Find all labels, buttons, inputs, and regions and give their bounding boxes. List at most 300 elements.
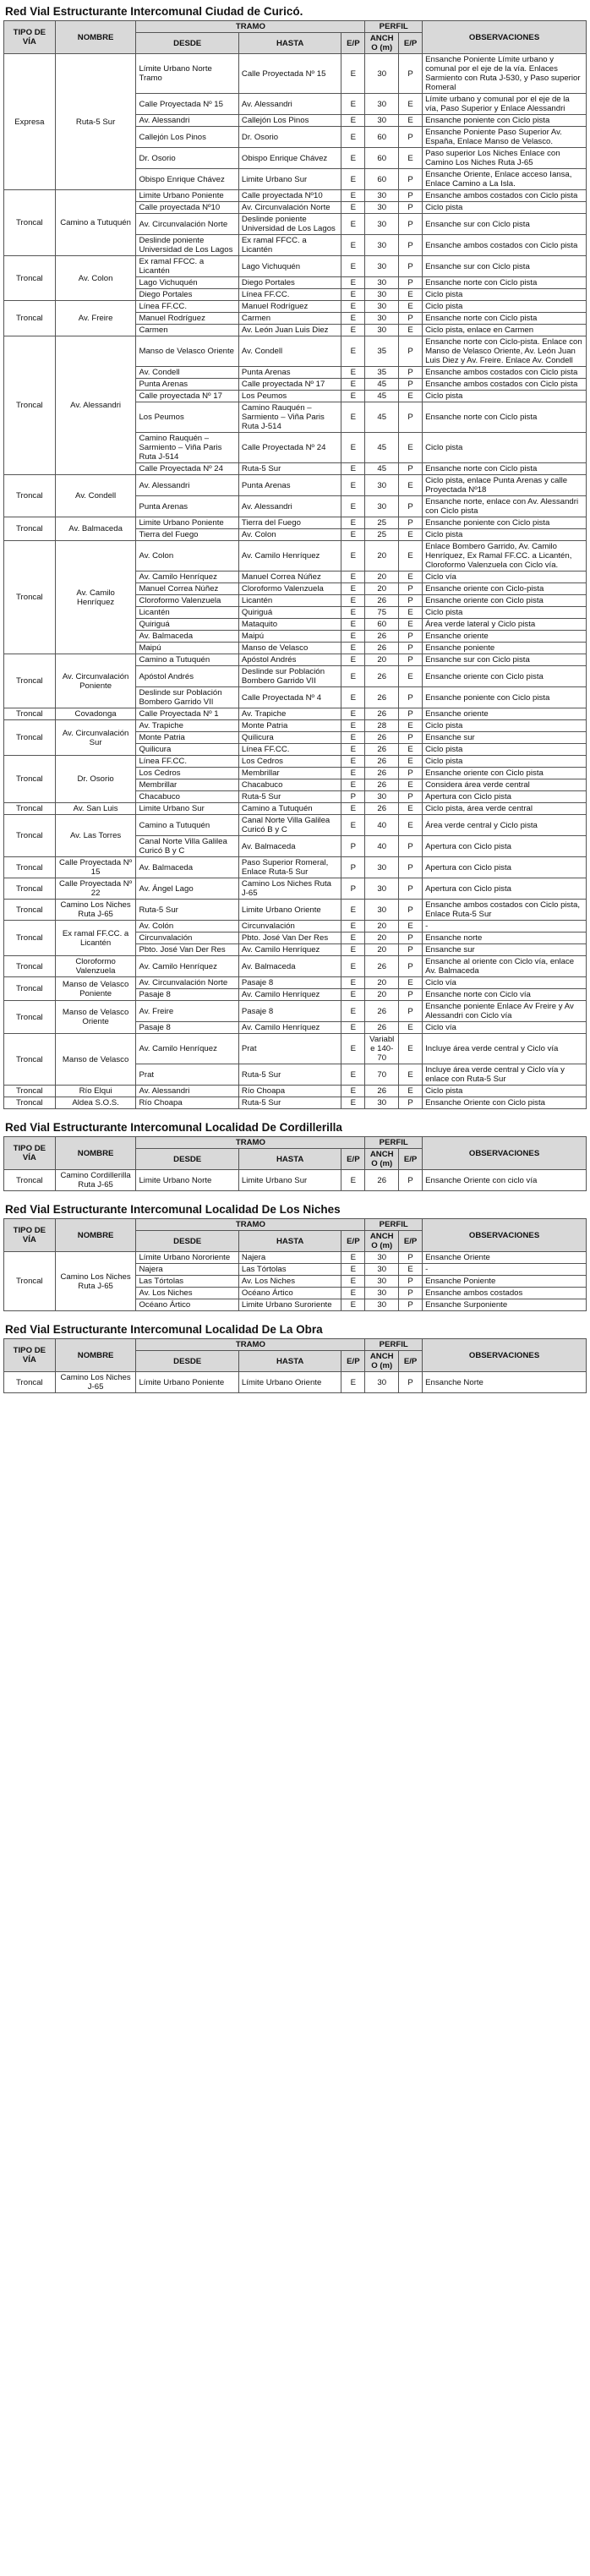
profile-width: 45 [365,379,399,391]
profile-ep: E [399,572,423,583]
profile-width: 26 [365,1022,399,1034]
profile-ep: P [399,631,423,643]
profile-ep: P [399,643,423,654]
segment-to: Obispo Enrique Chávez [238,148,341,169]
observations: Ensanche norte con Ciclo vía [423,989,587,1001]
observations: Ciclo pista, área verde central [423,803,587,815]
segment-from: Calle Proyectada Nº 24 [136,463,238,475]
observations: Apertura con Ciclo pista [423,857,587,878]
segment-to: Av. Alessandri [238,496,341,517]
observations: Ensanche Oriente [423,1252,587,1264]
profile-ep: E [399,148,423,169]
segment-from: Río Choapa [136,1097,238,1109]
profile-ep: E [399,94,423,115]
profile-width: 30 [365,256,399,277]
road-name: Camino Los Niches J-65 [55,1372,136,1393]
header-ancho: ANCHO (m) [365,1231,399,1252]
segment-from: Diego Portales [136,289,238,301]
segment-ep: E [341,619,365,631]
profile-ep: E [399,1086,423,1097]
profile-width: 30 [365,900,399,921]
segment-ep: E [341,115,365,127]
segment-from: Calle proyectada Nº10 [136,202,238,214]
profile-ep: E [399,779,423,791]
header-tipo: TIPO DE VÍA [4,1137,56,1170]
profile-ep: P [399,235,423,256]
header-tramo: TRAMO [136,1339,365,1351]
segment-from: Carmen [136,325,238,336]
segment-from: Limite Urbano Sur [136,803,238,815]
segment-from: Av. Colon [136,541,238,572]
table-row [4,190,587,202]
profile-ep: P [399,496,423,517]
segment-from: Deslinde poniente Universidad de Los Lagos [136,235,238,256]
segment-from: Océano Ártico [136,1299,238,1311]
segment-to: Ruta-5 Sur [238,1064,341,1086]
observations: Ciclo pista [423,720,587,732]
profile-ep: P [399,857,423,878]
observations: Ciclo vía [423,977,587,989]
segment-ep: E [341,708,365,720]
profile-ep: P [399,595,423,607]
observations: Ensanche poniente [423,643,587,654]
profile-width: 60 [365,169,399,190]
segment-to: Av. Circunvalación Norte [238,202,341,214]
profile-ep: P [399,989,423,1001]
segment-ep: E [341,732,365,744]
profile-width: 70 [365,1064,399,1086]
section-title: Red Vial Estructurante Intercomunal Localidad De La Obra [5,1323,323,1336]
profile-width: 60 [365,619,399,631]
observations: Ensanche oriente con Ciclo-pista [423,583,587,595]
segment-ep: E [341,235,365,256]
road-name: Camino Los Niches Ruta J-65 [55,900,136,921]
profile-width: 30 [365,1288,399,1299]
segment-ep: P [341,836,365,857]
table-row [4,517,587,529]
profile-width: 30 [365,94,399,115]
segment-from: Camino a Tutuquén [136,654,238,666]
profile-width: 30 [365,301,399,313]
segment-from: Las Tórtolas [136,1276,238,1288]
road-type: Troncal [4,977,56,1001]
segment-from: Límite Urbano Nororiente [136,1252,238,1264]
segment-from: Pasaje 8 [136,989,238,1001]
header-tipo: TIPO DE VÍA [4,1219,56,1252]
segment-to: Maipú [238,631,341,643]
profile-ep: E [399,1034,423,1064]
section-title: Red Vial Estructurante Intercomunal Localidad De Cordillerilla [5,1121,342,1134]
profile-ep: P [399,791,423,803]
table-row [4,256,587,277]
profile-ep: P [399,732,423,744]
observations: Ensanche ambos costados con Ciclo pista [423,367,587,379]
profile-width: 60 [365,127,399,148]
header-hasta: HASTA [238,33,341,54]
profile-ep: P [399,1097,423,1109]
table-row [4,878,587,900]
table-row [4,803,587,815]
document [3,0,587,1410]
segment-from: Tierra del Fuego [136,529,238,541]
segment-ep: E [341,214,365,235]
profile-ep: P [399,836,423,857]
road-name: Cloroformo Valenzuela [55,956,136,977]
profile-width: 30 [365,857,399,878]
profile-width: 35 [365,367,399,379]
profile-width: 30 [365,791,399,803]
table-row [4,815,587,836]
segment-ep: E [341,654,365,666]
profile-width: 45 [365,433,399,463]
observations: Ensanche Surponiente [423,1299,587,1311]
segment-ep: E [341,607,365,619]
segment-ep: E [341,1252,365,1264]
observations: Ensanche ambos costados con Ciclo pista, Enlace Ruta-5 Sur [423,900,587,921]
observations: Ciclo pista [423,202,587,214]
profile-width: 26 [365,744,399,756]
road-type: Troncal [4,1170,56,1191]
road-name: Av. Colon [55,256,136,301]
road-name: Ex ramal FF.CC. a Licantén [55,921,136,956]
segment-to: Punta Arenas [238,475,341,496]
profile-ep: P [399,1372,423,1393]
segment-ep: E [341,94,365,115]
road-type: Troncal [4,900,56,921]
segment-ep: E [341,583,365,595]
profile-ep: E [399,1064,423,1086]
segment-from: Av. Los Niches [136,1288,238,1299]
header-ep: E/P [399,33,423,54]
road-name: Av. Condell [55,475,136,517]
segment-to: Callejón Los Pinos [238,115,341,127]
segment-to: Av. Colon [238,529,341,541]
road-type: Troncal [4,1001,56,1034]
road-type: Expresa [4,54,56,190]
road-type: Troncal [4,803,56,815]
road-name: Aldea S.O.S. [55,1097,136,1109]
profile-ep: E [399,1022,423,1034]
observations: Ensanche norte con Ciclo pista [423,402,587,433]
segment-to: Océano Ártico [238,1288,341,1299]
profile-ep: P [399,956,423,977]
observations: Ensanche ambos costados con Ciclo pista [423,379,587,391]
segment-from: Límite Urbano Norte Tramo [136,54,238,94]
road-type: Troncal [4,857,56,878]
profile-width: 30 [365,115,399,127]
header-hasta: HASTA [238,1351,341,1372]
segment-to: Deslinde poniente Universidad de Los Lagos [238,214,341,235]
segment-from: Línea FF.CC. [136,756,238,768]
observations: Ensanche Poniente [423,1276,587,1288]
header-nombre: NOMBRE [55,1137,136,1170]
segment-from: Callejón Los Pinos [136,127,238,148]
profile-width: 30 [365,496,399,517]
table-row [4,1001,587,1022]
observations: Ciclo pista [423,607,587,619]
segment-from: Manso de Velasco Oriente [136,336,238,367]
road-type: Troncal [4,1034,56,1086]
profile-ep: P [399,256,423,277]
observations: Paso superior Los Niches Enlace con Camino Los Niches Ruta J-65 [423,148,587,169]
road-table [3,1338,587,1393]
header-desde: DESDE [136,1149,238,1170]
segment-ep: E [341,541,365,572]
header-perfil: PERFIL [365,21,423,33]
road-name: Av. Las Torres [55,815,136,857]
segment-to: Apóstol Andrés [238,654,341,666]
profile-ep: P [399,654,423,666]
segment-to: Av. Camilo Henríquez [238,944,341,956]
segment-ep: E [341,1086,365,1097]
segment-ep: E [341,643,365,654]
profile-width: 30 [365,214,399,235]
road-table [3,1136,587,1191]
segment-ep: E [341,433,365,463]
header-perfil: PERFIL [365,1219,423,1231]
road-type: Troncal [4,1097,56,1109]
road-name: Manso de Velasco Oriente [55,1001,136,1034]
profile-width: 45 [365,391,399,402]
segment-to: Av. Camilo Henríquez [238,989,341,1001]
segment-from: Av. Circunvalación Norte [136,977,238,989]
segment-from: Punta Arenas [136,379,238,391]
segment-from: Membrillar [136,779,238,791]
profile-ep: E [399,720,423,732]
segment-to: Quiriguá [238,607,341,619]
observations: Ensanche sur con Ciclo pista [423,214,587,235]
profile-width: 26 [365,779,399,791]
segment-ep: E [341,169,365,190]
profile-width: 30 [365,235,399,256]
road-name: Av. Alessandri [55,336,136,475]
segment-ep: E [341,379,365,391]
profile-width: 30 [365,313,399,325]
segment-from: Deslinde sur Población Bombero Garrido VII [136,687,238,708]
segment-ep: P [341,791,365,803]
segment-ep: E [341,54,365,94]
profile-width: 28 [365,720,399,732]
segment-to: Cloroformo Valenzuela [238,583,341,595]
road-type: Troncal [4,921,56,956]
profile-ep: P [399,944,423,956]
segment-ep: E [341,666,365,687]
segment-ep: P [341,857,365,878]
header-hasta: HASTA [238,1231,341,1252]
segment-to: Av. Camilo Henríquez [238,541,341,572]
profile-width: 26 [365,666,399,687]
segment-to: Ruta-5 Sur [238,1097,341,1109]
road-table [3,20,587,1109]
segment-ep: E [341,529,365,541]
segment-to: Diego Portales [238,277,341,289]
observations: Apertura con Ciclo pista [423,836,587,857]
profile-ep: P [399,933,423,944]
segment-ep: E [341,313,365,325]
profile-width: 45 [365,463,399,475]
observations: Ensanche ambos costados con Ciclo pista [423,235,587,256]
profile-ep: E [399,977,423,989]
segment-ep: E [341,595,365,607]
profile-ep: E [399,325,423,336]
segment-from: Manuel Correa Núñez [136,583,238,595]
header-perfil: PERFIL [365,1137,423,1149]
header-nombre: NOMBRE [55,1219,136,1252]
profile-ep: P [399,517,423,529]
profile-width: 30 [365,1264,399,1276]
header-observaciones: OBSERVACIONES [423,21,587,54]
segment-to: Calle proyectada Nº10 [238,190,341,202]
segment-from: Los Peumos [136,402,238,433]
profile-ep: P [399,1252,423,1264]
profile-width: 26 [365,1170,399,1191]
observations: Ensanche poniente Enlace Av Freire y Av Alessandri con Ciclo vía [423,1001,587,1022]
segment-from: Av. Camilo Henríquez [136,572,238,583]
segment-to: Camino a Tutuquén [238,803,341,815]
profile-ep: P [399,1299,423,1311]
segment-ep: E [341,202,365,214]
observations: Incluye área verde central y Ciclo vía [423,1034,587,1064]
segment-ep: E [341,687,365,708]
header-ep: E/P [341,33,365,54]
profile-ep: P [399,687,423,708]
observations: Ciclo pista [423,529,587,541]
road-name: Dr. Osorio [55,756,136,803]
road-name: Av. Circunvalación Sur [55,720,136,756]
road-name: Camino a Tutuquén [55,190,136,256]
segment-from: Quiriguá [136,619,238,631]
observations: Ciclo pista [423,433,587,463]
segment-to: Av. Trapiche [238,708,341,720]
header-ep: E/P [399,1231,423,1252]
profile-ep: E [399,475,423,496]
segment-to: Limite Urbano Oriente [238,900,341,921]
observations: Ciclo pista, enlace Punta Arenas y calle Proyectada Nº18 [423,475,587,496]
road-type: Troncal [4,654,56,708]
segment-ep: E [341,1064,365,1086]
segment-to: Los Peumos [238,391,341,402]
profile-width: 20 [365,572,399,583]
observations: Ciclo pista [423,289,587,301]
segment-from: Av. Circunvalación Norte [136,214,238,235]
table-row [4,956,587,977]
segment-ep: E [341,756,365,768]
segment-to: Tierra del Fuego [238,517,341,529]
profile-ep: P [399,190,423,202]
observations: Ensanche norte con Ciclo pista [423,277,587,289]
segment-to: Circunvalación [238,921,341,933]
segment-from: Canal Norte Villa Galilea Curicó B y C [136,836,238,857]
profile-ep: E [399,433,423,463]
segment-to: Carmen [238,313,341,325]
segment-from: Av. Freire [136,1001,238,1022]
segment-ep: E [341,367,365,379]
segment-ep: E [341,463,365,475]
segment-to: Monte Patria [238,720,341,732]
segment-ep: E [341,768,365,779]
table-row [4,654,587,666]
observations: Ensanche poniente con Ciclo pista [423,517,587,529]
observations: Ensanche oriente con Ciclo pista [423,595,587,607]
profile-width: 30 [365,475,399,496]
segment-to: Calle Proyectada Nº 24 [238,433,341,463]
road-type: Troncal [4,301,56,336]
segment-to: Limite Urbano Sur [238,169,341,190]
segment-to: Pasaje 8 [238,977,341,989]
observations: Ciclo vía [423,572,587,583]
road-type: Troncal [4,720,56,756]
profile-ep: P [399,127,423,148]
segment-from: Licantén [136,607,238,619]
segment-from: Obispo Enrique Chávez [136,169,238,190]
segment-to: Quilicura [238,732,341,744]
segment-ep: E [341,475,365,496]
profile-width: 26 [365,1086,399,1097]
profile-width: 30 [365,878,399,900]
table-row [4,977,587,989]
segment-from: Najera [136,1264,238,1276]
segment-ep: E [341,391,365,402]
segment-to: Ruta-5 Sur [238,463,341,475]
header-ancho: ANCHO (m) [365,1149,399,1170]
segment-to: Calle Proyectada Nº 15 [238,54,341,94]
segment-to: Canal Norte Villa Galilea Curicó B y C [238,815,341,836]
segment-ep: E [341,1097,365,1109]
segment-from: Circunvalación [136,933,238,944]
profile-width: 40 [365,815,399,836]
segment-to: Camino Rauquén – Sarmiento – Viña Paris Ruta J-514 [238,402,341,433]
header-observaciones: OBSERVACIONES [423,1339,587,1372]
segment-from: Av. Camilo Henríquez [136,1034,238,1064]
header-ep: E/P [399,1149,423,1170]
road-name: Av. Circunvalación Poniente [55,654,136,708]
road-name: Camino Cordillerilla Ruta J-65 [55,1170,136,1191]
segment-ep: E [341,631,365,643]
segment-from: Av. Balmaceda [136,631,238,643]
segment-ep: E [341,127,365,148]
segment-to: Manso de Velasco [238,643,341,654]
observations: Ensanche oriente con Ciclo pista [423,768,587,779]
segment-ep: E [341,933,365,944]
profile-width: 26 [365,631,399,643]
segment-from: Av. Condell [136,367,238,379]
segment-ep: E [341,301,365,313]
segment-ep: E [341,1170,365,1191]
segment-from: Av. Alessandri [136,1086,238,1097]
profile-width: 30 [365,325,399,336]
profile-width: 26 [365,1001,399,1022]
observations: Área verde central y Ciclo pista [423,815,587,836]
header-tramo: TRAMO [136,21,365,33]
profile-width: 30 [365,1299,399,1311]
segment-to: Punta Arenas [238,367,341,379]
segment-from: Chacabuco [136,791,238,803]
segment-to: Limite Urbano Sur [238,1170,341,1191]
header-observaciones: OBSERVACIONES [423,1219,587,1252]
profile-width: 26 [365,756,399,768]
table-row [4,541,587,572]
segment-from: Calle Proyectada Nº 15 [136,94,238,115]
segment-from: Limite Urbano Poniente [136,517,238,529]
road-type: Troncal [4,1252,56,1311]
profile-ep: E [399,619,423,631]
table-row [4,756,587,768]
segment-ep: E [341,944,365,956]
segment-to: Av. Los Niches [238,1276,341,1288]
segment-ep: E [341,190,365,202]
road-name: Río Elqui [55,1086,136,1097]
segment-to: Límite Urbano Oriente [238,1372,341,1393]
